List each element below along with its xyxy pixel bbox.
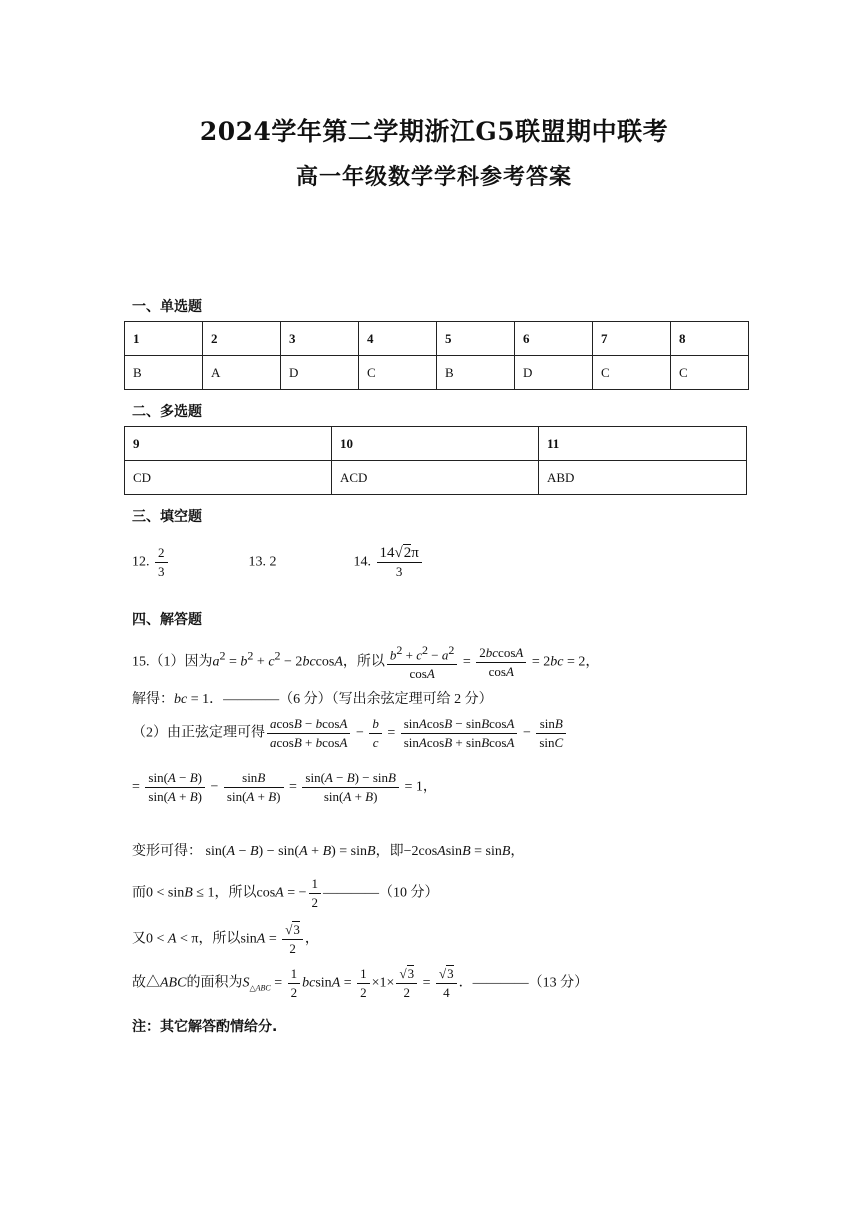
q12-denominator: 3 — [158, 564, 165, 579]
solution-text: 故 — [132, 975, 146, 991]
solution-text: 15.（1）因为 — [132, 654, 213, 670]
question-number: 6 — [515, 322, 593, 356]
question-number: 3 — [281, 322, 359, 356]
solution-line-2 — [132, 688, 493, 708]
answer-cell: C — [671, 356, 749, 390]
q14-num-radicand: 2 — [403, 545, 412, 561]
question-number: 10 — [332, 427, 539, 461]
q12-numerator: 2 — [155, 545, 168, 563]
question-number: 1 — [125, 322, 203, 356]
section-solve-heading: 四、解答题 — [132, 612, 202, 628]
answer-cell: D — [281, 356, 359, 390]
q14-denominator: 3 — [395, 564, 403, 579]
grading-note: 注：其它解答酌情给分. — [132, 1019, 278, 1035]
solution-text: ， — [585, 654, 600, 670]
answer-cell: C — [593, 356, 671, 390]
solution-text: ，即 — [375, 844, 404, 859]
solution-text: bc — [174, 692, 188, 707]
section-fill-blank-heading: 三、填空题 — [132, 509, 202, 525]
solution-line-6: 而0 < sinB ≤ 1，所以cosA = − $\frac{1}{2}$ ————（10 分） — [132, 876, 439, 910]
question-number: 7 — [593, 322, 671, 356]
page-title: 2024学年第二学期浙江G5联盟期中联考 — [199, 117, 669, 146]
q14-label: 14. — [353, 554, 371, 570]
solution-text: 变形可得： — [132, 844, 202, 859]
solution-line-8: 故△ABC的面积为$S_{\triangle ABC}$ = $\frac{1}{2}$ bcsinA = $\frac{1}{2}$ ×1× $\frac{√3}{2}$ = $\frac{√3}{4}$ ．————（13 分） — [132, 966, 589, 1000]
section-single-choice-heading: 一、单选题 — [132, 299, 202, 315]
multi-choice-number-row — [125, 427, 747, 461]
solution-text: 解得： — [132, 692, 174, 707]
question-number: 2 — [203, 322, 281, 356]
q12-fraction — [155, 545, 168, 580]
solution-line-1: 15.（1）因为$a^2 = b^2 + c^2 - 2bccosA$，所以 $\frac{b^2 + c^2 - a^2}{\cos A}$ = $\frac{2bccosA}{\cos A}$ = 2bc = 2， — [132, 643, 600, 682]
answer-cell: ABD — [539, 461, 747, 495]
q14-fraction: $\frac{14√2\pi}{3}$ — [377, 545, 422, 580]
solution-text: ，所以 — [198, 931, 241, 947]
answer-cell: ACD — [332, 461, 539, 495]
solution-text: ， — [510, 844, 525, 859]
solution-text: = 1．————（6 分）（写出余弦定理可给 2 分） — [187, 692, 493, 707]
q13-answer: 13. 2 — [248, 554, 277, 570]
solution-text: 而 — [132, 885, 146, 901]
answer-cell: D — [515, 356, 593, 390]
multi-choice-answer-row — [125, 461, 747, 495]
solution-text: 又 — [132, 931, 146, 947]
solution-text: 的面积为 — [186, 975, 243, 991]
solution-text: ，所以 — [214, 885, 257, 901]
question-number: 8 — [671, 322, 749, 356]
solution-line-4: = $\frac{\sin(A - B)}{\sin(A + B)}$ − $\frac{\sin B}{\sin(A + B)}$ = $\frac{\sin(A - B) - \sin B}{\sin(A + B)}$ = 1， — [132, 770, 437, 804]
q14-num-pi: π — [411, 545, 419, 561]
solution-text: ， — [304, 931, 319, 947]
answer-cell: B — [125, 356, 203, 390]
section-multi-choice-heading: 二、多选题 — [132, 404, 202, 420]
fill-blank-answers — [132, 545, 424, 580]
page-subtitle: 高一年级数学学科参考答案 — [295, 164, 572, 190]
single-choice-number-row — [125, 322, 749, 356]
question-number: 4 — [359, 322, 437, 356]
question-number: 5 — [437, 322, 515, 356]
answer-cell: C — [359, 356, 437, 390]
solution-text: ．————（13 分） — [458, 975, 589, 991]
q14-num-coef: 14 — [379, 545, 395, 561]
solution-line-7: 又0 < A < π，所以sinA = $\frac{√3}{2}$ ， — [132, 922, 319, 956]
single-choice-answer-row — [125, 356, 749, 390]
single-choice-table — [124, 321, 749, 390]
question-number: 11 — [539, 427, 747, 461]
solution-text: ————（10 分） — [323, 885, 439, 901]
answer-cell: CD — [125, 461, 332, 495]
solution-text: ，所以 — [342, 654, 385, 670]
solution-line-5: 变形可得： sin(A − B) − sin(A + B) = sinB，即−2cosAsinB = sinB， — [132, 844, 525, 859]
solution-line-3: （2）由正弦定理可得 $\frac{acosB - bcosA}{acosB + bcosA}$ − $\frac{b}{c}$ = $\frac{\text{sinAcosB − sinBcosA}}{\text{sinAcosB + sinBcosA}}$ − $\frac{\sin B}{\sin C}$ — [132, 716, 568, 751]
answer-cell: B — [437, 356, 515, 390]
solution-text: （2）由正弦定理可得 — [132, 725, 265, 741]
q12-label: 12. — [132, 554, 150, 570]
question-number: 9 — [125, 427, 332, 461]
multi-choice-table — [124, 426, 747, 495]
answer-cell: A — [203, 356, 281, 390]
